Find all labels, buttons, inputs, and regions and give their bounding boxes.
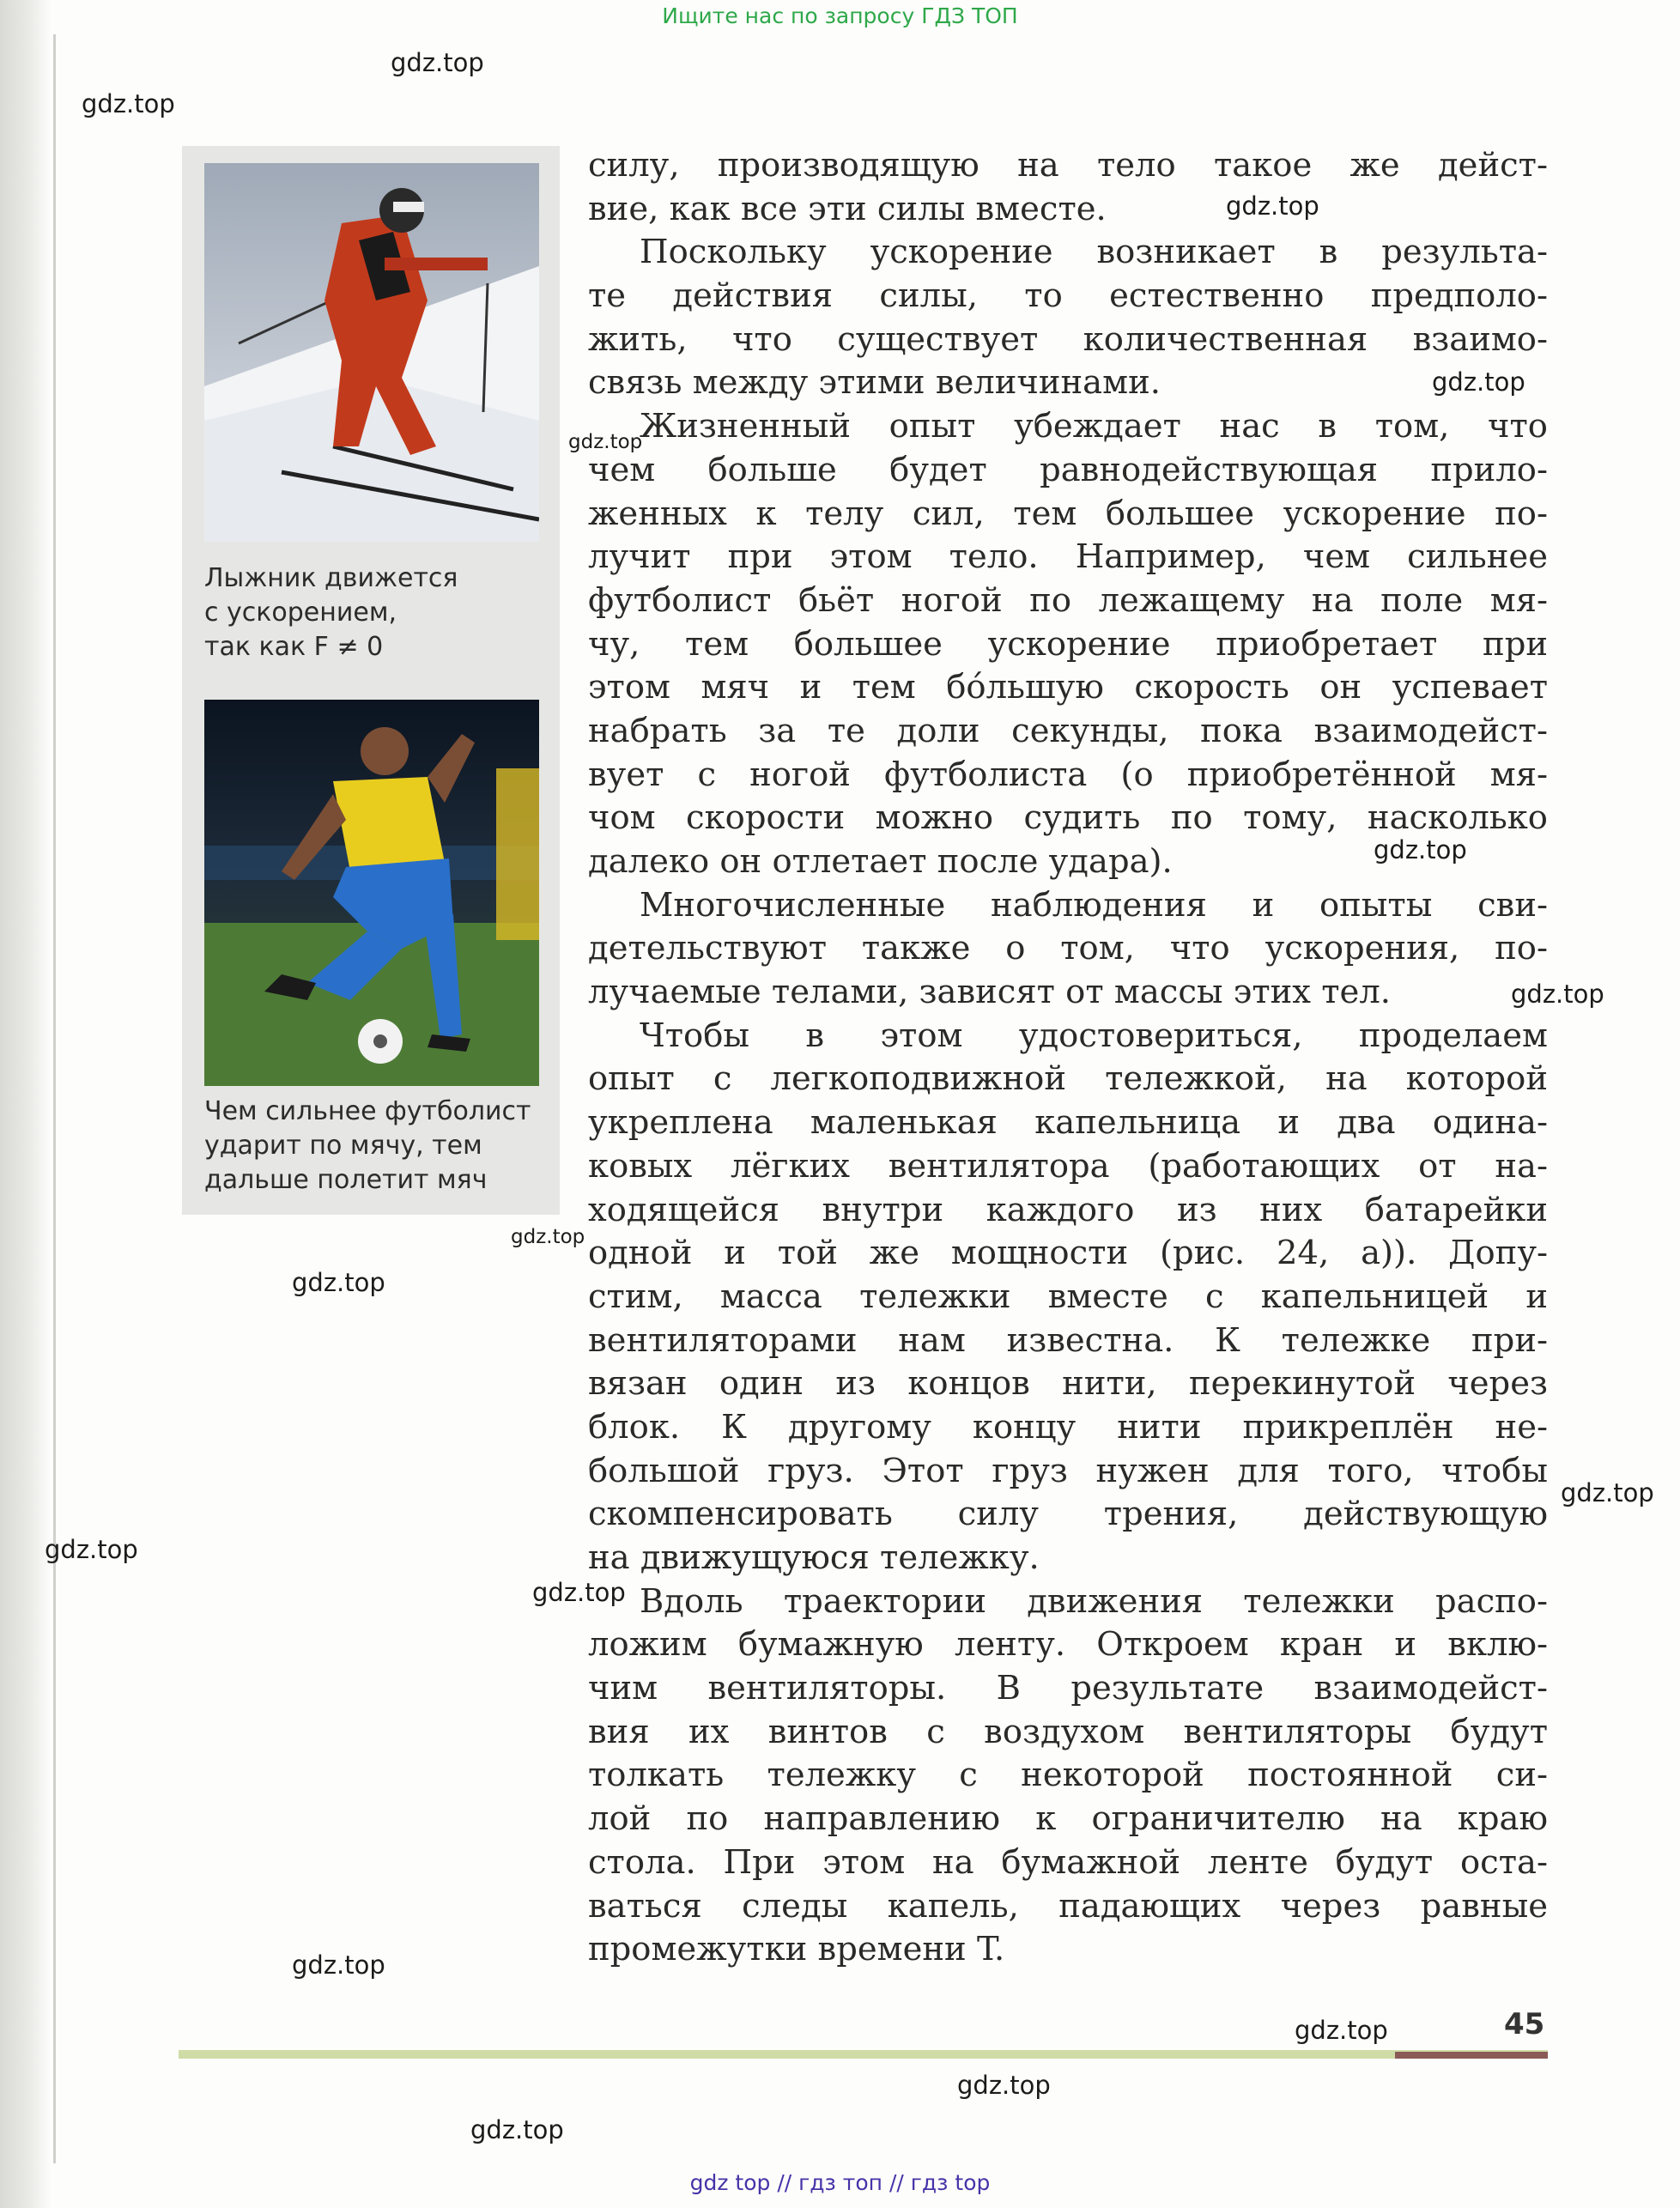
watermark: gdz.top [1432,367,1525,397]
text-line: силу, производящую на тело такое же дейст- [588,146,1548,185]
text-line: этом мяч и тем бóльшую скорость он успевает [588,668,1548,707]
text-line: чем больше будет равнодействующая прило- [588,450,1548,489]
text-line: укреплена маленькая капельница и два одина- [588,1103,1548,1143]
text-line: Жизненный опыт убеждает нас в том, что [640,407,1548,446]
text-line: вентиляторами нам известна. К тележке при- [588,1320,1548,1360]
search-banner[interactable]: Ищите нас по запросу ГДЗ ТОП [662,3,1018,28]
football-photo [204,700,539,1086]
text-line: лой по направлению к ограничителю на краю [588,1799,1548,1839]
text-line: опыт с легкоподвижной тележкой, на которой [588,1059,1548,1099]
text-line: детельствуют также о том, что ускорения, по- [588,929,1548,968]
text-line: те действия силы, то естественно предполо- [588,276,1548,316]
text-line: лучаемые телами, зависят от массы этих тел. [588,973,1392,1012]
text-line: далеко он отлетает после удара). [588,842,1173,881]
text-line: лучит при этом тело. Например, чем сильнее [588,537,1548,577]
watermark: gdz.top [391,48,484,77]
bottom-links[interactable]: gdz top // гдз топ // гдз top [689,2170,991,2195]
skier-caption: Лыжник движется с ускорением, так как F ≠ 0 [204,563,458,662]
watermark: gdz.top [568,431,643,453]
text-line: чу, тем большее ускорение приобретает при [588,624,1548,664]
text-line: ходящейся внутри каждого из них батарейки [588,1190,1548,1229]
main-text-column [588,144,1548,1972]
footer-rule [179,2050,1548,2059]
text-line: футболист бьёт ногой по лежащему на поле мя- [588,580,1548,620]
page-gutter-line [53,34,56,2163]
watermark: gdz.top [1295,2016,1388,2045]
text-line: большой груз. Этот груз нужен для того, чтобы [588,1451,1548,1490]
text-line: на движущуюся тележку. [588,1538,1040,1577]
text-line: жить, что существует количественная взаимо- [588,319,1548,359]
text-line: ваться следы капель, падающих через равные [588,1886,1548,1926]
watermark: gdz.top [292,1268,385,1297]
text-line: набрать за те доли секунды, пока взаимодейст- [588,711,1548,750]
text-line: Чтобы в этом удостовериться, проделаем [640,1016,1548,1055]
text-line: стола. При этом на бумажной ленте будут оста- [588,1842,1548,1882]
text-line: блок. К другому концу нити прикреплён не- [588,1407,1548,1447]
text-line: одной и той же мощности (рис. 24, а)). Допу- [588,1234,1548,1273]
watermark: gdz.top [1511,980,1604,1009]
text-line: промежутки времени T. [588,1930,1005,1969]
watermark: gdz.top [957,2071,1051,2100]
text-line: женных к телу сил, тем большее ускорение по- [588,494,1548,533]
page-gutter-shadow [0,0,52,2208]
text-line: вязан один из концов нити, перекинутой через [588,1364,1548,1404]
skier-photo [204,163,539,542]
watermark: gdz.top [532,1578,626,1607]
text-line: Многочисленные наблюдения и опыты сви- [640,885,1548,925]
watermark: gdz.top [1561,1478,1654,1507]
text-line: стим, масса тележки вместе с капельницей и [588,1277,1548,1316]
sidebar-figures [182,146,560,1215]
text-line: толкать тележку с некоторой постоянной си- [588,1756,1548,1795]
text-line: вует с ногой футболиста (о приобретённой мя- [588,755,1548,794]
watermark: gdz.top [82,89,175,118]
text-line: Поскольку ускорение возникает в результа- [640,233,1548,272]
text-line: связь между этими величинами. [588,363,1161,403]
page-number: 45 [1504,2007,1545,2041]
text-line: ложим бумажную ленту. Откроем кран и вклю- [588,1625,1548,1665]
text-line: вия их винтов с воздухом вентиляторы будут [588,1712,1548,1751]
text-line: чом скорости можно судить по тому, насколько [588,798,1548,838]
watermark: gdz.top [45,1535,138,1564]
text-line: вие, как все эти силы вместе. [588,189,1107,228]
watermark: gdz.top [511,1226,585,1248]
text-line: ковых лёгких вентилятора (работающих от на- [588,1146,1548,1186]
watermark: gdz.top [1226,191,1319,221]
text-line: чим вентиляторы. В результате взаимодейст- [588,1669,1548,1708]
watermark: gdz.top [470,2115,564,2144]
text-line: скомпенсировать силу трения, действующую [588,1495,1548,1534]
watermark: gdz.top [1374,835,1467,864]
watermark: gdz.top [292,1950,385,1980]
text-line: Вдоль траектории движения тележки распо- [640,1581,1548,1621]
footer-rule-accent [1395,2052,1548,2059]
football-caption: Чем сильнее футболист ударит по мячу, тем дальше полетит мяч [204,1096,531,1195]
